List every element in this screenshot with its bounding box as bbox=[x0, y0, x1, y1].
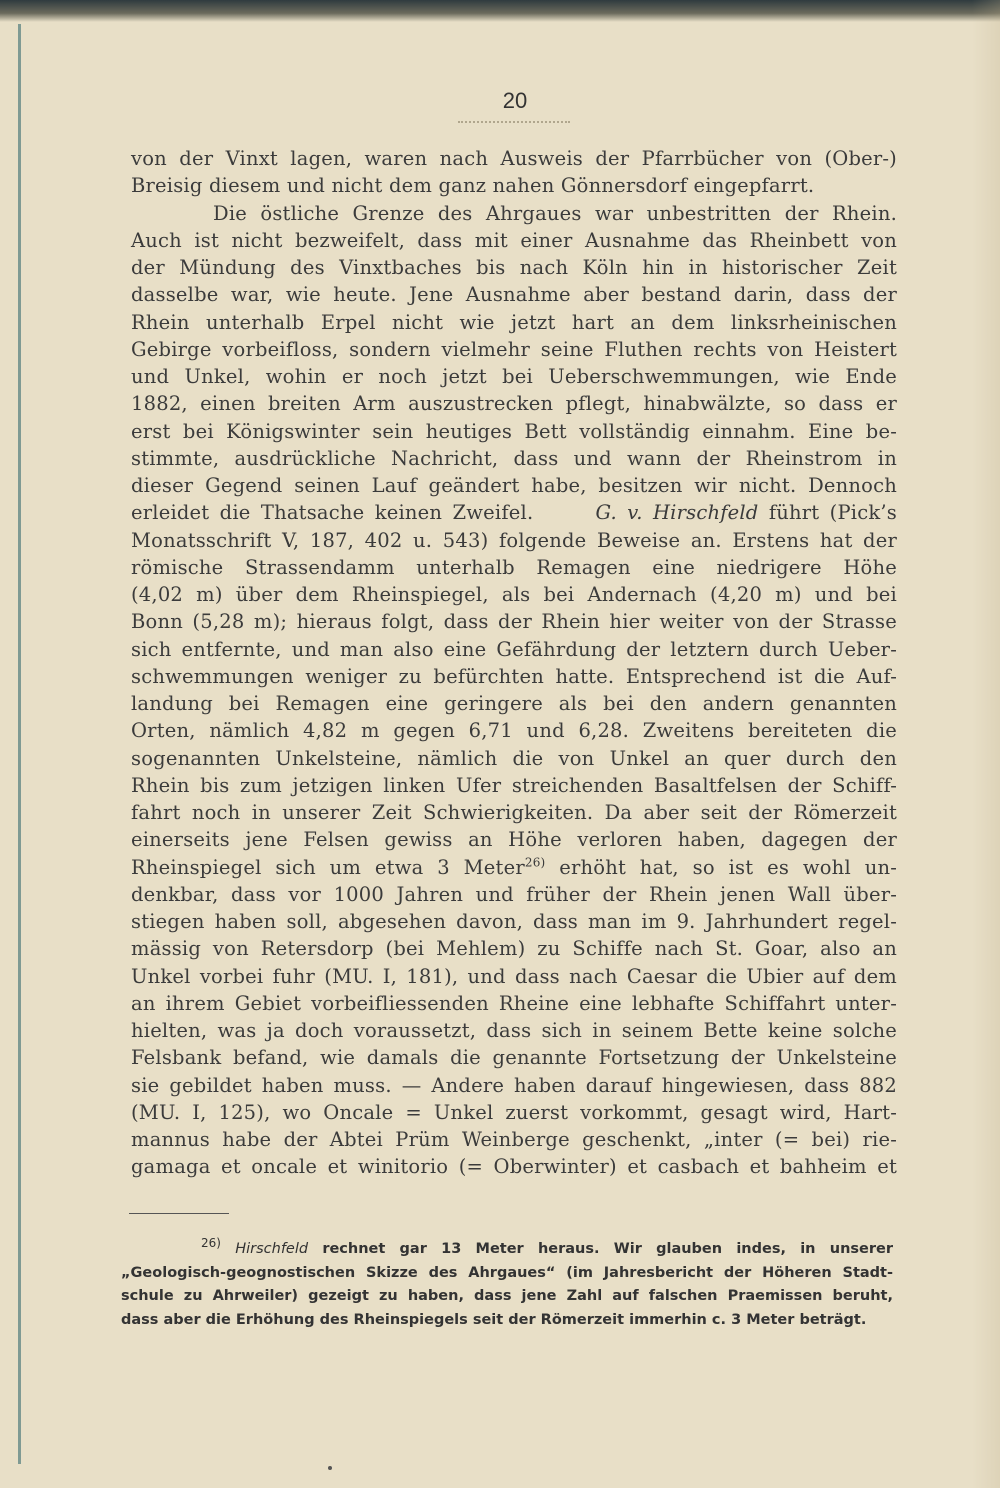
text-line: an ihrem Gebiet vorbeifliessenden Rheine eine lebhafte Schiffahrt unter- bbox=[131, 991, 897, 1015]
text-line: (4,02 m) über dem Rheinspiegel, als bei Andernach (4,20 m) und bei bbox=[131, 583, 897, 606]
text-line: stimmte, ausdrückliche Nachricht, dass und wann der Rheinstrom in bbox=[131, 446, 897, 470]
text-line: sie gebildet haben muss. — Andere haben darauf hingewiesen, dass 882 bbox=[131, 1073, 897, 1097]
footnote-text: rechnet gar 13 Meter heraus. Wir glauben indes, in unserer bbox=[308, 1241, 893, 1257]
footnote-author: Hirschfeld bbox=[235, 1241, 309, 1257]
text-line bbox=[131, 854, 897, 881]
text-line: einerseits jene Felsen gewiss an Höhe verloren haben, dagegen der bbox=[131, 828, 897, 852]
text-line: von der Vinxt lagen, waren nach Ausweis der Pfarrbücher von (Ober-) bbox=[131, 147, 897, 170]
paper-speck bbox=[328, 1466, 332, 1470]
text-line: mässig von Retersdorp (bei Mehlem) zu Schiffe nach St. Goar, also an bbox=[131, 937, 897, 961]
text-line: Felsbank befand, wie damals die genannte Fortsetzung der Unkelsteine bbox=[131, 1046, 897, 1070]
line-text: erhöht hat, so ist es wohl un- bbox=[545, 855, 898, 879]
author-name: G. v. Hirschfeld bbox=[595, 501, 759, 525]
text-line: römische Strassendamm unterhalb Remagen eine niedrigere Höhe bbox=[131, 555, 897, 579]
text-line: erst bei Königswinter sein heutiges Bett vollständig einnahm. Eine be- bbox=[131, 419, 897, 443]
footnote-line bbox=[121, 1238, 893, 1262]
text-line: dieser Gegend seinen Lauf geändert habe, besitzen wir nicht. Dennoch bbox=[131, 474, 897, 497]
text-line: hielten, was ja doch voraussetzt, dass sich in seinem Bette keine solche bbox=[131, 1019, 897, 1042]
text-line: Auch ist nicht bezweifelt, dass mit einer Ausnahme das Rheinbett von bbox=[131, 228, 897, 252]
text-line: dasselbe war, wie heute. Jene Ausnahme aber bestand darin, dass der bbox=[131, 283, 897, 307]
line-text: Rheinspiegel sich um etwa 3 Meter bbox=[131, 855, 525, 879]
page-number-ornament bbox=[458, 117, 570, 123]
text-line: Monatsschrift V, 187, 402 u. 543) folgende Beweise an. Erstens hat der bbox=[131, 528, 897, 552]
text-line: schwemmungen weniger zu befürchten hatte. Entsprechend ist die Auf- bbox=[131, 664, 897, 688]
text-line: Unkel vorbei fuhr (MU. I, 181), und dass nach Caesar die Ubier auf dem bbox=[131, 964, 897, 988]
text-line: fahrt noch in unserer Zeit Schwierigkeiten. Da aber seit der Römerzeit bbox=[131, 801, 897, 824]
footnote bbox=[121, 1238, 893, 1332]
text-line bbox=[131, 499, 897, 526]
text-line: landung bei Remagen eine geringere als bei den andern genannten bbox=[131, 692, 897, 715]
text-line: Rhein unterhalb Erpel nicht wie jetzt hart an dem linksrheinischen bbox=[131, 310, 897, 334]
text-line: Die östliche Grenze des Ahrgaues war unbestritten der Rhein. bbox=[213, 201, 897, 225]
text-line: der Mündung des Vinxtbaches bis nach Köln hin in historischer Zeit bbox=[131, 256, 897, 279]
footnote-mark: 26) bbox=[201, 1236, 221, 1251]
text-line: Bonn (5,28 m); hieraus folgt, dass der Rhein hier weiter von der Strasse bbox=[131, 610, 897, 634]
footnote-divider bbox=[129, 1213, 229, 1214]
text-line: mannus habe der Abtei Prüm Weinberge geschenkt, „inter (= bei) rie- bbox=[131, 1128, 897, 1151]
text-line: sich entfernte, und man also eine Gefährdung der letztern durch Ueber- bbox=[131, 637, 897, 661]
footnote-reference: 26) bbox=[524, 855, 546, 869]
body-text bbox=[131, 145, 897, 1181]
line-text: führt (Pick’s bbox=[758, 501, 897, 525]
text-line: (MU. I, 125), wo Oncale = Unkel zuerst vorkommt, gesagt wird, Hart- bbox=[131, 1100, 897, 1124]
text-line: Gebirge vorbeifloss, sondern vielmehr seine Fluthen rechts von Heistert bbox=[131, 337, 897, 361]
text-line: denkbar, dass vor 1000 Jahren und früher der Rhein jenen Wall über- bbox=[131, 882, 897, 906]
text-line: Rhein bis zum jetzigen linken Ufer streichenden Basaltfelsen der Schiff- bbox=[131, 773, 897, 797]
scan-top-edge bbox=[0, 0, 1000, 22]
footnote-line: „Geologisch-geognostischen Skizze des Ahrgaues“ (im Jahresbericht der Höheren Stadt- bbox=[121, 1264, 893, 1281]
text-line: stiegen haben soll, abgesehen davon, dass man im 9. Jahrhundert regel- bbox=[131, 910, 897, 933]
footnote-line: schule zu Ahrweiler) gezeigt zu haben, dass jene Zahl auf falschen Praemissen beruht, bbox=[121, 1288, 893, 1304]
text-line: und Unkel, wohin er noch jetzt bei Ueberschwemmungen, wie Ende bbox=[131, 365, 897, 388]
page-number: 20 bbox=[502, 88, 528, 113]
footnote-line: dass aber die Erhöhung des Rheinspiegels seit der Römerzeit immerhin c. 3 Meter beträgt. bbox=[121, 1311, 867, 1328]
text-line: gamaga et oncale et winitorio (= Oberwinter) et casbach et bahheim et bbox=[131, 1155, 897, 1179]
text-line: sogenannten Unkelsteine, nämlich die von Unkel an quer durch den bbox=[131, 746, 897, 770]
text-line: 1882, einen breiten Arm auszustrecken pflegt, hinabwälzte, so dass er bbox=[131, 392, 897, 416]
line-text: erleidet die Thatsache keinen Zweifel. bbox=[131, 501, 534, 525]
text-line: Breisig diesem und nicht dem ganz nahen Gönnersdorf eingepfarrt. bbox=[131, 174, 815, 198]
text-line: Orten, nämlich 4,82 m gegen 6,71 und 6,28. Zweitens bereiteten die bbox=[131, 719, 897, 743]
